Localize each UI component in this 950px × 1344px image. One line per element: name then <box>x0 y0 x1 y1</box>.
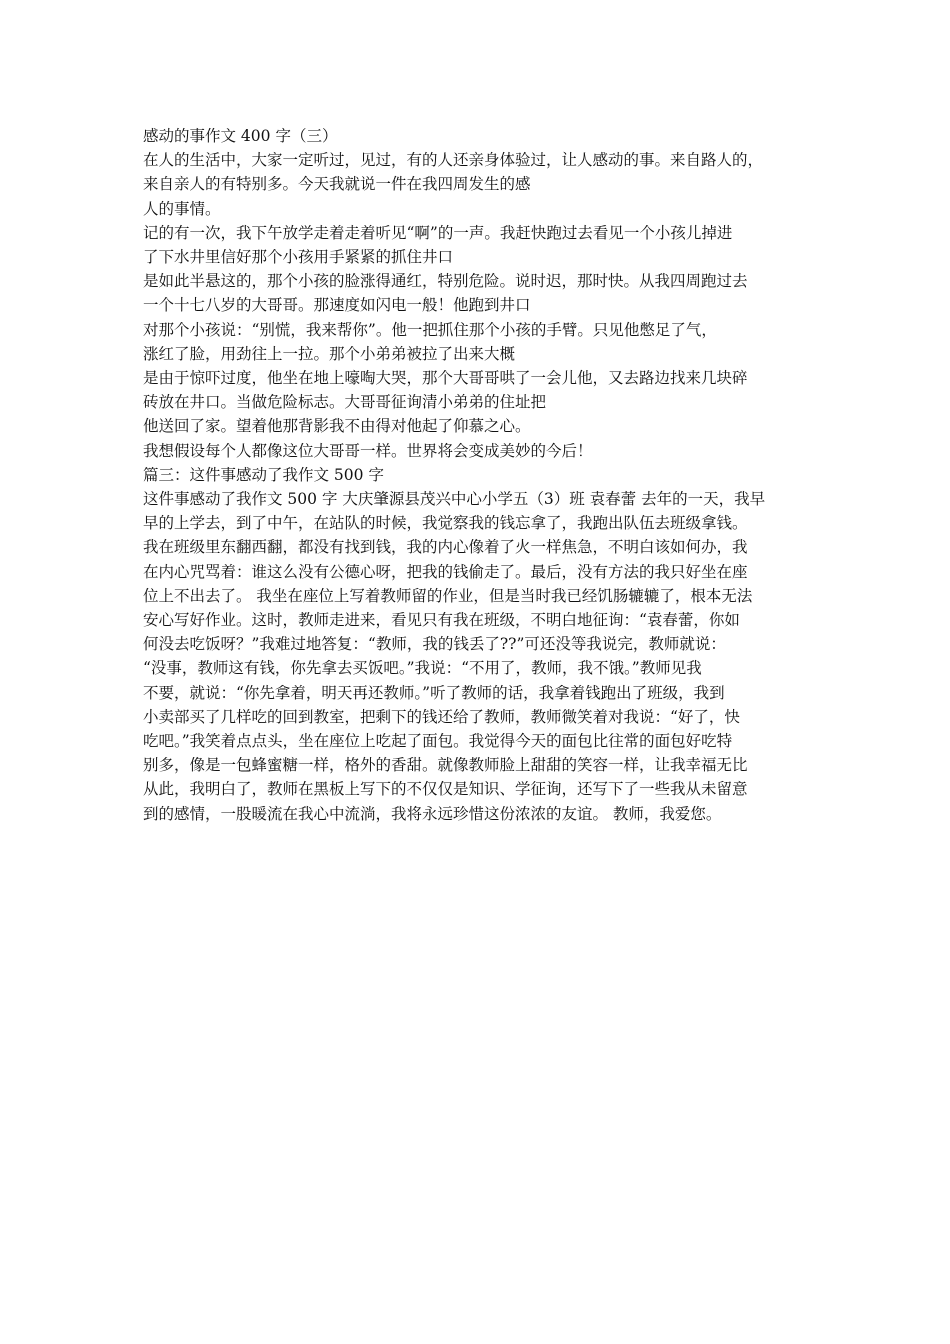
paragraph-line: 吃吧。”我笑着点点头，坐在座位上吃起了面包。我觉得今天的面包比往常的面包好吃特 <box>143 732 733 751</box>
paragraph-line: 别多，像是一包蜂蜜糖一样，格外的香甜。就像教师脸上甜甜的笑容一样，让我幸福无比 <box>143 756 748 775</box>
paragraph-line: 他送回了家。望着他那背影我不由得对他起了仰慕之心。 <box>143 417 531 436</box>
paragraph-line: 不要，就说：“你先拿着，明天再还教师。”听了教师的话，我拿着钱跑出了班级，我到 <box>143 683 725 702</box>
paragraph-line: 对那个小孩说：“别慌，我来帮你”。他一把抓住那个小孩的手臂。只见他憋足了气， <box>143 320 717 339</box>
paragraph-line: 是如此半悬这的，那个小孩的脸涨得通红，特别危险。说时迟，那时快。从我四周跑过去 <box>143 272 748 291</box>
paragraph-line: 小卖部买了几样吃的回到教室，把剩下的钱还给了教师，教师微笑着对我说：“好了，快 <box>143 707 740 726</box>
paragraph-line: 到的感情，一股暖流在我心中流淌，我将永远珍惜这份浓浓的友谊。 教师，我爱您。 <box>143 804 722 823</box>
paragraph-line: 是由于惊吓过度，他坐在地上嚎啕大哭，那个大哥哥哄了一会儿他，又去路边找来几块碎 <box>143 369 748 388</box>
essay-section-3 <box>143 124 813 487</box>
paragraph-line: 何没去吃饭呀？”我难过地答复：“教师，我的钱丢了??”可还没等我说完，教师就说： <box>143 635 726 654</box>
paragraph-line: “没事，教师这有钱，你先拿去买饭吧。”我说：“不用了，教师，我不饿。”教师见我 <box>143 659 702 678</box>
paragraph-line: 从此，我明白了，教师在黑板上写下的不仅仅是知识、学征询，还写下了一些我从未留意 <box>143 780 748 799</box>
paragraph-line: 我想假设每个人都像这位大哥哥一样。世界将会变成美妙的今后！ <box>143 441 593 460</box>
document-page <box>143 124 813 826</box>
essay-title: 感动的事作文 400 字（三） <box>143 127 338 145</box>
paragraph-line: 位上不出去了。 我坐在座位上写着教师留的作业，但是当时我已经饥肠辘辘了，根本无法 <box>143 586 753 605</box>
paragraph-line: 砖放在井口。当做危险标志。大哥哥征询清小弟弟的住址把 <box>143 393 547 412</box>
paragraph-line: 一个十七八岁的大哥哥。那速度如闪电一般！他跑到井口 <box>143 296 531 315</box>
paragraph-line: 这件事感动了我作文 500 字 大庆肇源县茂兴中心小学五（3）班 袁春蕾 去年的一天，我早 <box>143 490 766 509</box>
paragraph-line: 了下水井里信好那个小孩用手紧紧的抓住井口 <box>143 248 454 267</box>
paragraph-line: 来自亲人的有特别多。今天我就说一件在我四周发生的感 <box>143 175 531 194</box>
paragraph-line: 早的上学去，到了中午，在站队的时候，我觉察我的钱忘拿了，我跑出队伍去班级拿钱。 <box>143 514 748 533</box>
section-heading: 篇三：这件事感动了我作文 500 字 <box>143 465 384 484</box>
paragraph-line: 我在班级里东翻西翻，都没有找到钱，我的内心像着了火一样焦急，不明白该如何办，我 <box>143 538 748 557</box>
paragraph-line: 涨红了脸，用劲往上一拉。那个小弟弟被拉了出来大概 <box>143 344 516 363</box>
paragraph-line: 在人的生活中，大家一定听过，见过，有的人还亲身体验过，让人感动的事。来自路人的， <box>143 151 764 170</box>
paragraph-line: 安心写好作业。这时，教师走进来，看见只有我在班级，不明白地征询：“袁春蕾，你如 <box>143 611 740 630</box>
essay-section-4 <box>143 487 813 826</box>
paragraph-line: 记的有一次，我下午放学走着走着听见“啊”的一声。我赶快跑过去看见一个小孩儿掉进 <box>143 223 733 242</box>
paragraph-line: 在内心咒骂着：谁这么没有公德心呀，把我的钱偷走了。最后，没有方法的我只好坐在座 <box>143 562 748 581</box>
paragraph-line: 人的事情。 <box>143 199 221 218</box>
